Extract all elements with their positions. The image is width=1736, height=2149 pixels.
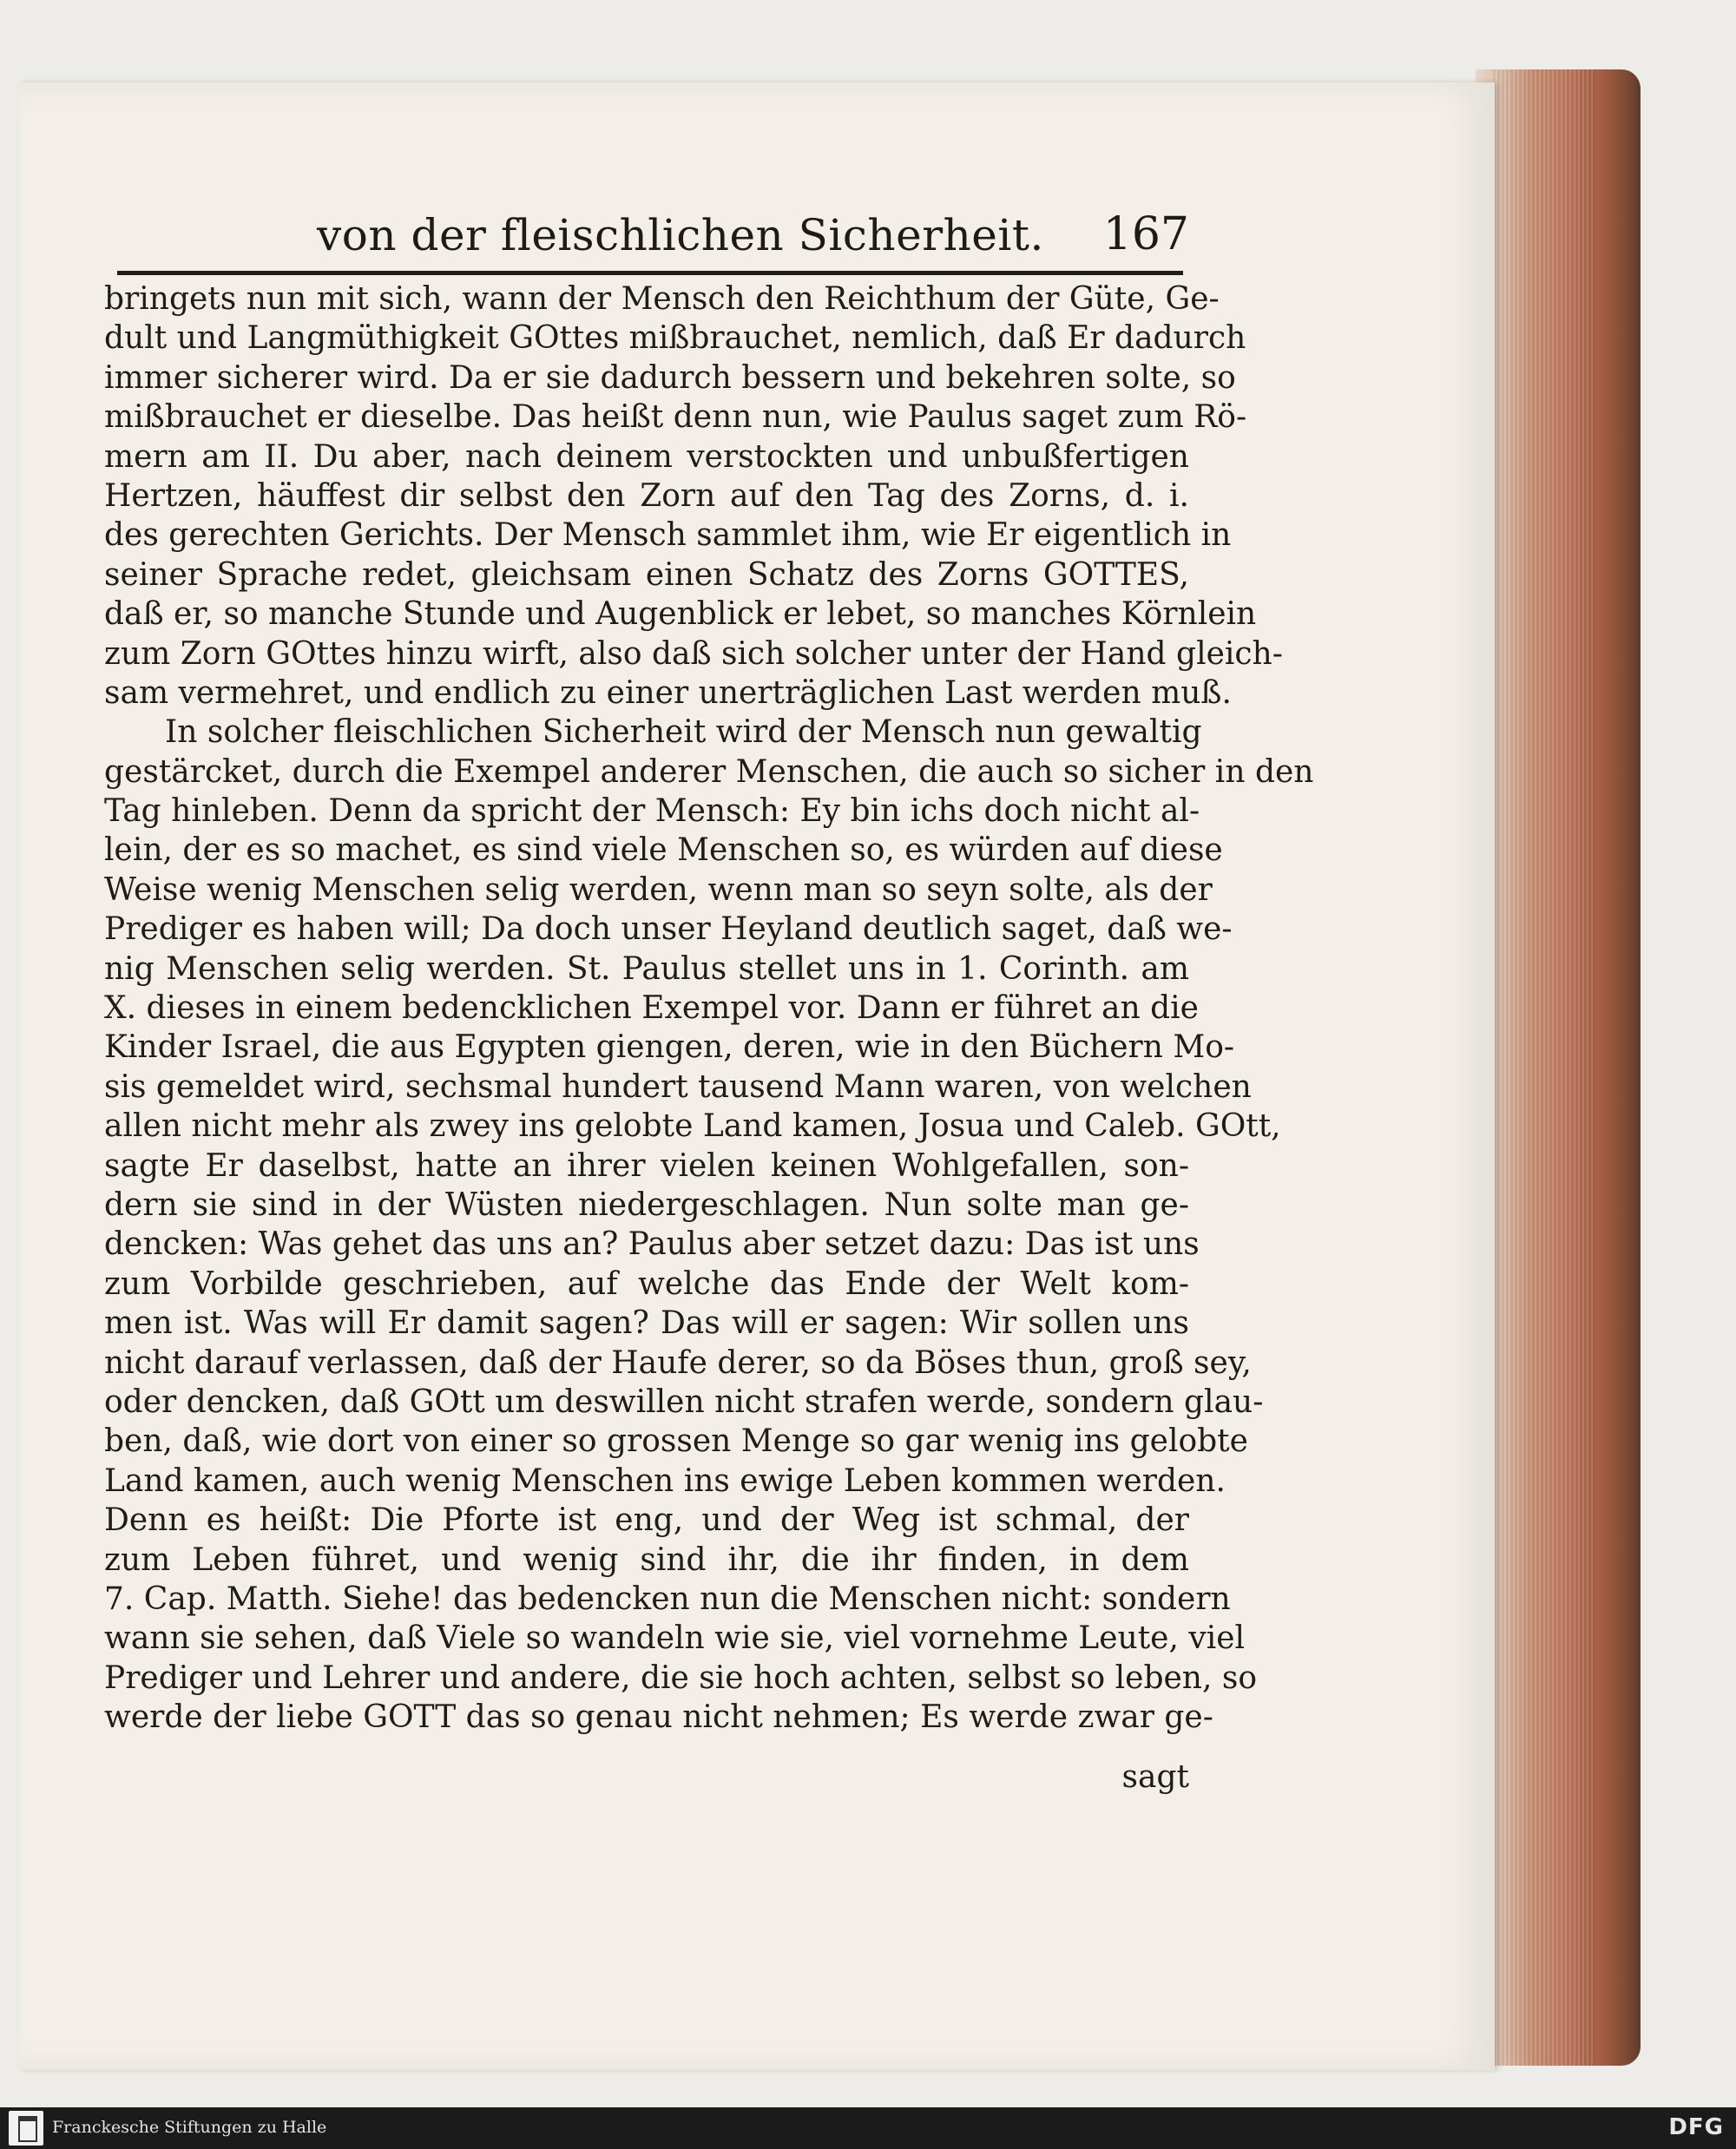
- text-line: In solcher fleischlichen Sicherheit wird der Mensch nun gewaltig: [165, 714, 1202, 751]
- text-line: zum Vorbilde geschrieben, auf welche das Ende der Welt kom-: [104, 1265, 1189, 1302]
- text-line: Prediger es haben will; Da doch unser Heyland deutlich saget, daß we-: [104, 911, 1233, 948]
- text-line: daß er, so manche Stunde und Augenblick er lebet, so manches Körnlein: [104, 596, 1257, 633]
- footer-bar: [0, 2107, 1736, 2149]
- dfg-logo: DFG: [1668, 2114, 1724, 2140]
- text-line: mern am II. Du aber, nach deinem verstockten und unbußfertigen: [104, 438, 1189, 475]
- book-edge: [1476, 69, 1641, 2066]
- text-line: des gerechten Gerichts. Der Mensch sammlet ihm, wie Er eigentlich in: [104, 517, 1232, 554]
- text-line: men ist. Was will Er damit sagen? Das will er sagen: Wir sollen uns: [104, 1305, 1189, 1342]
- text-line: sis gemeldet wird, sechsmal hundert tausend Mann waren, von welchen: [104, 1068, 1252, 1105]
- text-line: Kinder Israel, die aus Egypten giengen, deren, wie in den Büchern Mo-: [104, 1029, 1235, 1066]
- text-line: dern sie sind in der Wüsten niedergeschlagen. Nun solte man ge-: [104, 1186, 1189, 1223]
- text-line: immer sicherer wird. Da er sie dadurch bessern und bekehren solte, so: [104, 359, 1236, 396]
- text-line: Weise wenig Menschen selig werden, wenn man so seyn solte, als der: [104, 871, 1213, 908]
- body-text: [104, 279, 1314, 1737]
- text-line: gestärcket, durch die Exempel anderer Menschen, die auch so sicher in den: [104, 753, 1314, 790]
- text-line: nig Menschen selig werden. St. Paulus stellet uns in 1. Corinth. am: [104, 950, 1189, 987]
- text-line: dencken: Was gehet das uns an? Paulus aber setzet dazu: Das ist uns: [104, 1226, 1200, 1263]
- text-line: allen nicht mehr als zwey ins gelobte Land kamen, Josua und Caleb. GOtt,: [104, 1108, 1281, 1145]
- text-line: dult und Langmüthigkeit GOttes mißbrauchet, nemlich, daß Er dadurch: [104, 320, 1246, 357]
- catchword: sagt: [1121, 1759, 1189, 1795]
- header-rule: [117, 271, 1183, 275]
- text-line: Hertzen, häuffest dir selbst den Zorn auf den Tag des Zorns, d. i.: [104, 477, 1189, 514]
- text-line: sam vermehret, und endlich zu einer unerträglichen Last werden muß.: [104, 674, 1232, 711]
- institution-name: Franckesche Stiftungen zu Halle: [52, 2118, 327, 2137]
- page-number: 167: [1102, 208, 1189, 260]
- text-line: Land kamen, auch wenig Menschen ins ewige Leben kommen werden.: [104, 1462, 1226, 1499]
- text-line: werde der liebe GOTT das so genau nicht nehmen; Es werde zwar ge-: [104, 1699, 1213, 1736]
- text-line: nicht darauf verlassen, daß der Haufe derer, so da Böses thun, groß sey,: [104, 1344, 1252, 1381]
- text-line: ben, daß, wie dort von einer so grossen Menge so gar wenig ins gelobte: [104, 1423, 1248, 1460]
- text-line: Prediger und Lehrer und andere, die sie hoch achten, selbst so leben, so: [104, 1659, 1258, 1696]
- text-line: Tag hinleben. Denn da spricht der Mensch: Ey bin ichs doch nicht al-: [104, 793, 1200, 830]
- institution-logo-icon: [9, 2111, 43, 2146]
- text-line: Denn es heißt: Die Pforte ist eng, und der Weg ist schmal, der: [104, 1502, 1189, 1539]
- text-line: wann sie sehen, daß Viele so wandeln wie sie, viel vornehme Leute, viel: [104, 1620, 1246, 1657]
- text-line: lein, der es so machet, es sind viele Menschen so, es würden auf diese: [104, 832, 1223, 869]
- text-line: oder dencken, daß GOtt um deswillen nicht strafen werde, sondern glau-: [104, 1383, 1264, 1420]
- text-line: X. dieses in einem bedencklichen Exempel vor. Dann er führet an die: [104, 990, 1199, 1027]
- running-title: von der fleischlichen Sicherheit.: [317, 210, 1044, 260]
- text-line: 7. Cap. Matth. Siehe! das bedencken nun die Menschen nicht: sondern: [104, 1581, 1231, 1617]
- page-header: [299, 207, 1189, 267]
- text-line: bringets nun mit sich, wann der Mensch den Reichthum der Güte, Ge-: [104, 281, 1220, 317]
- text-line: seiner Sprache redet, gleichsam einen Schatz des Zorns GOTTES,: [104, 556, 1189, 593]
- text-line: mißbrauchet er dieselbe. Das heißt denn nun, wie Paulus saget zum Rö-: [104, 399, 1247, 436]
- text-line: zum Zorn GOttes hinzu wirft, also daß sich solcher unter der Hand gleich-: [104, 635, 1283, 672]
- text-line: sagte Er daselbst, hatte an ihrer vielen keinen Wohlgefallen, son-: [104, 1147, 1189, 1184]
- text-line: zum Leben führet, und wenig sind ihr, die ihr finden, in dem: [104, 1541, 1189, 1578]
